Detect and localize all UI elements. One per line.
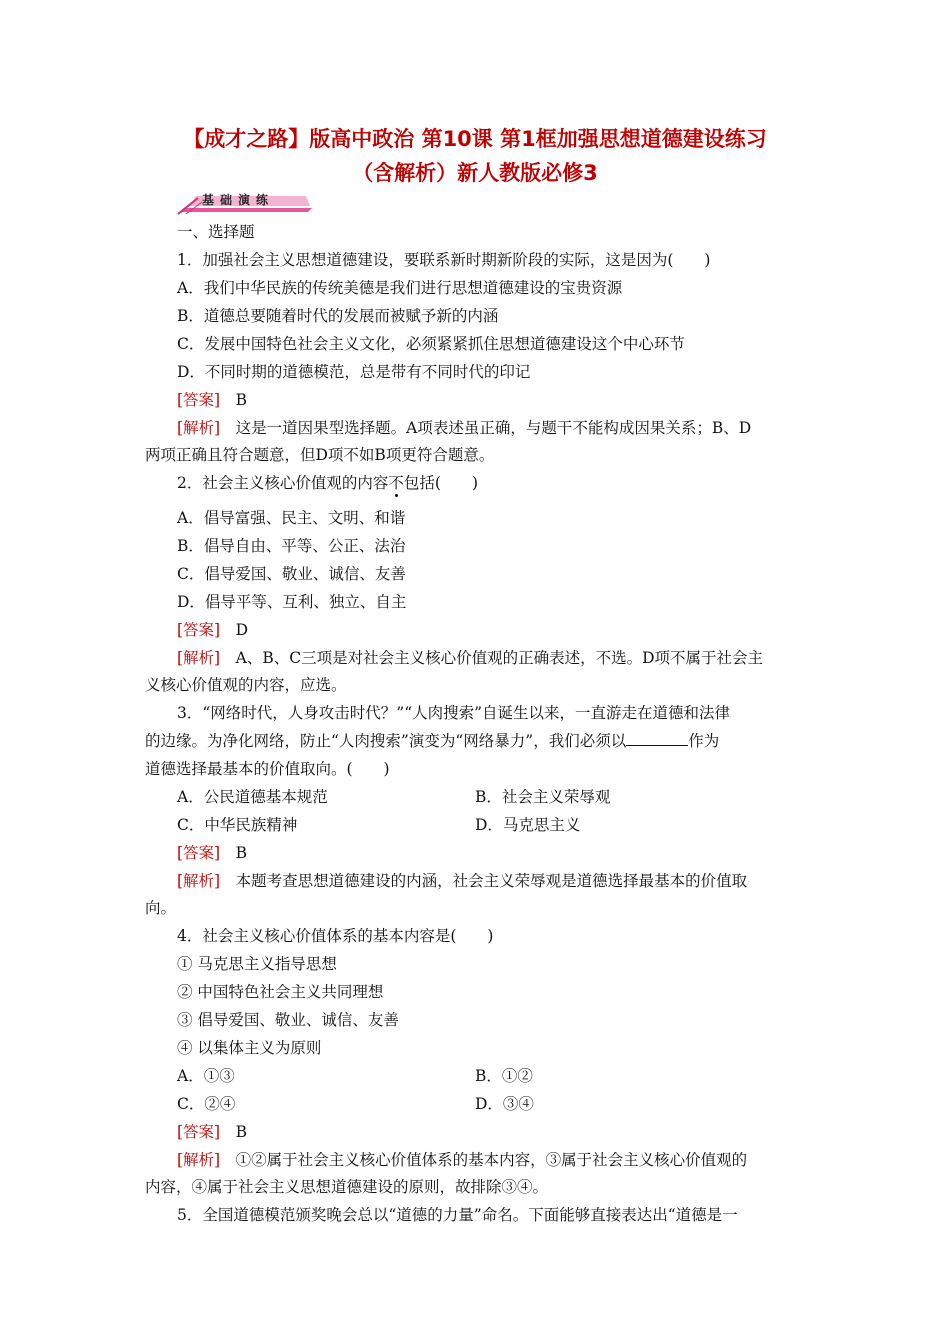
answer-value: B (235, 844, 248, 862)
analysis-tag: [解析] (177, 872, 221, 890)
q4-analysis-line2: 内容，④属于社会主义思想道德建设的原则，故排除③④。 (145, 1178, 549, 1196)
q3-stem-line2 (145, 731, 719, 751)
q2-analysis-line1 (177, 648, 763, 668)
q1-option-c: C．发展中国特色社会主义文化，必须紧紧抓住思想道德建设这个中心环节 (177, 335, 685, 353)
q2-stem-emphasis: 不 (388, 474, 404, 492)
document-title-line2: （含解析）新人教版必修3 (352, 161, 598, 185)
q2-stem-pre: 2．社会主义核心价值观的内容 (177, 474, 389, 492)
analysis-tag: [解析] (177, 649, 221, 667)
q3-answer (177, 843, 247, 863)
answer-value: B (235, 391, 248, 409)
q2-option-a: A．倡导富强、民主、文明、和谐 (177, 509, 406, 527)
q4-item-2: ② 中国特色社会主义共同理想 (177, 983, 384, 1001)
analysis-tag: [解析] (177, 419, 221, 437)
q2-stem-post: 包括( ) (403, 474, 478, 492)
q4-answer (177, 1122, 247, 1142)
q2-option-c: C．倡导爱国、敬业、诚信、友善 (177, 565, 406, 583)
answer-tag: [答案] (177, 391, 221, 409)
q3-stem-line2-post: 作为 (688, 732, 720, 750)
document-title-line1: 【成才之路】版高中政治 第10课 第1框加强思想道德建设练习 (183, 127, 767, 151)
analysis-text: 本题考查思想道德建设的内涵，社会主义荣辱观是道德选择最基本的价值取 (235, 872, 748, 890)
section-banner-label: 基础演练 (202, 193, 275, 207)
analysis-tag: [解析] (177, 1151, 221, 1169)
q4-stem: 4．社会主义核心价值体系的基本内容是( ) (177, 927, 494, 945)
q1-option-b: B．道德总要随着时代的发展而被赋予新的内涵 (177, 307, 499, 325)
q1-stem: 1．加强社会主义思想道德建设，要联系新时期新阶段的实际，这是因为( ) (177, 251, 711, 269)
analysis-text: 这是一道因果型选择题。A项表述虽正确，与题干不能构成因果关系；B、D (235, 419, 752, 437)
q4-item-4: ④ 以集体主义为原则 (177, 1039, 322, 1057)
q2-analysis-line2: 义核心价值观的内容，应选。 (145, 676, 347, 694)
q1-answer (177, 390, 247, 410)
q3-option-b: B．社会主义荣辱观 (475, 788, 611, 806)
analysis-text: ①②属于社会主义核心价值体系的基本内容，③属于社会主义核心价值观的 (235, 1151, 748, 1169)
q1-option-d: D．不同时期的道德模范，总是带有不同时代的印记 (177, 363, 531, 381)
answer-tag: [答案] (177, 844, 221, 862)
section-heading: 一、选择题 (177, 223, 255, 241)
q5-stem-line1: 5．全国道德模范颁奖晚会总以“道德的力量”命名。下面能够直接表达出“道德是一 (177, 1206, 738, 1224)
answer-value: D (235, 621, 249, 639)
q3-stem-line2-pre: 的边缘。为净化网络，防止“人肉搜索”演变为“网络暴力”，我们必须以 (145, 732, 627, 750)
q4-option-b: B．①② (475, 1067, 533, 1085)
analysis-text: A、B、C三项是对社会主义核心价值观的正确表述，不选。D项不属于社会主 (235, 649, 763, 667)
q3-option-a: A．公民道德基本规范 (177, 788, 328, 806)
q3-option-c: C．中华民族精神 (177, 816, 298, 834)
q3-option-d: D．马克思主义 (475, 816, 581, 834)
q2-answer (177, 620, 248, 640)
q4-item-3: ③ 倡导爱国、敬业、诚信、友善 (177, 1011, 399, 1029)
answer-value: B (235, 1123, 248, 1141)
q1-analysis-line1 (177, 418, 751, 438)
answer-tag: [答案] (177, 621, 221, 639)
q2-option-d: D．倡导平等、互利、独立、自主 (177, 593, 407, 611)
q2-stem (177, 473, 478, 493)
q3-analysis-line2: 向。 (145, 899, 177, 917)
answer-tag: [答案] (177, 1123, 221, 1141)
q3-analysis-line1 (177, 871, 747, 891)
q3-stem-line1: 3．“网络时代，人身攻击时代？”“人肉搜索”自诞生以来，一直游走在道德和法律 (177, 704, 731, 722)
q2-option-b: B．倡导自由、平等、公正、法治 (177, 537, 406, 555)
q4-analysis-line1 (177, 1150, 747, 1170)
q4-item-1: ① 马克思主义指导思想 (177, 955, 337, 973)
q3-stem-line3: 道德选择最基本的价值取向。( ) (145, 760, 390, 778)
fill-blank (626, 731, 688, 746)
q4-option-c: C．②④ (177, 1095, 236, 1113)
q1-option-a: A．我们中华民族的传统美德是我们进行思想道德建设的宝贵资源 (177, 279, 623, 297)
q4-option-d: D．③④ (475, 1095, 534, 1113)
q1-analysis-line2: 两项正确且符合题意，但D项不如B项更符合题意。 (145, 446, 495, 464)
q4-option-a: A．①③ (177, 1067, 235, 1085)
